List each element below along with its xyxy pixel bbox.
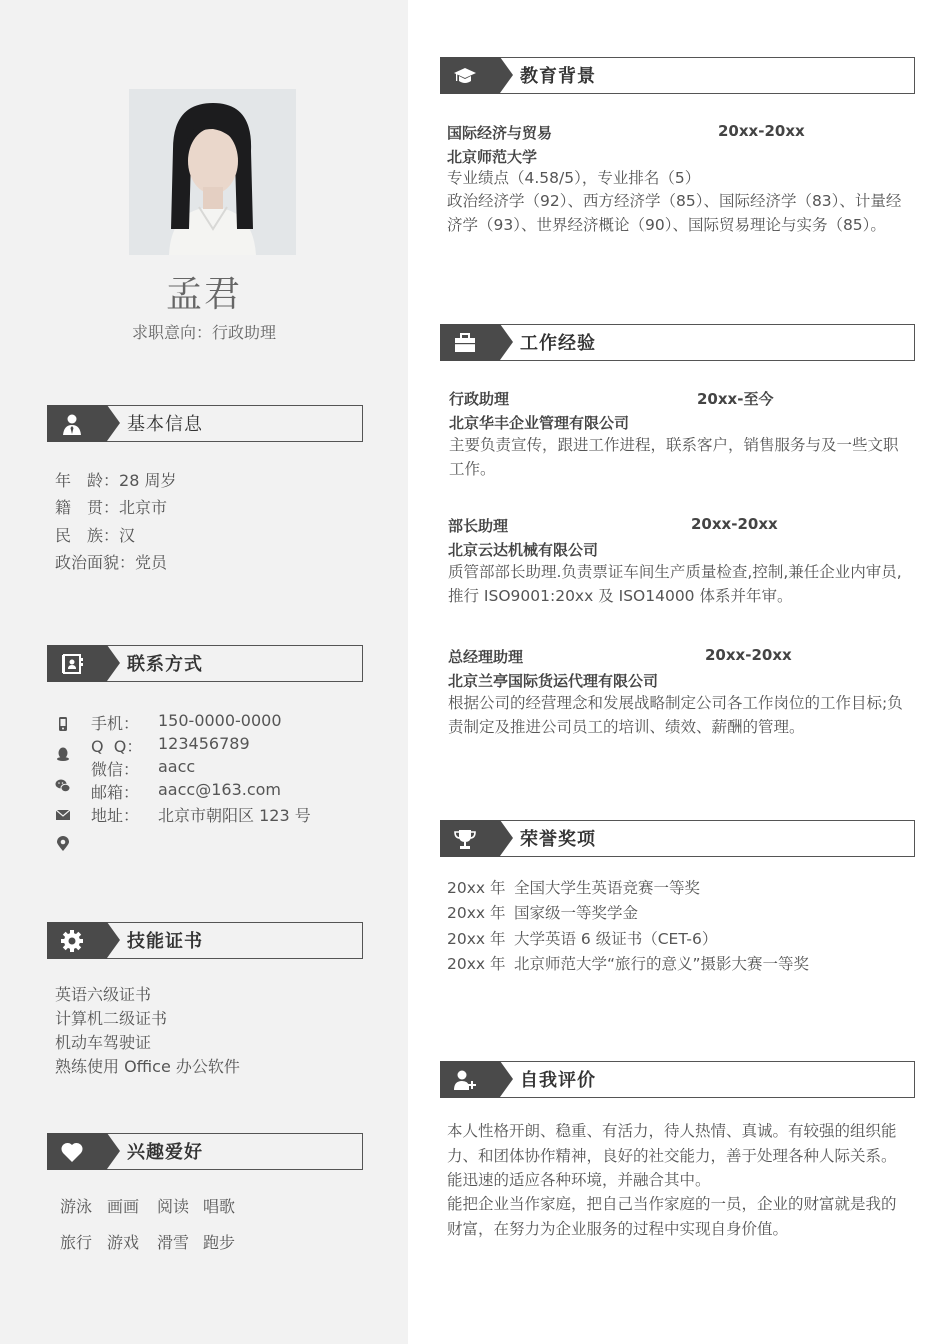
award-text: 北京师范大学“旅行的意义”摄影大赛一等奖 bbox=[514, 955, 810, 973]
work-title: 总经理助理 bbox=[448, 648, 524, 666]
contact-qq-value: 123456789 bbox=[158, 734, 250, 753]
info-value: 党员 bbox=[135, 553, 168, 572]
award-row bbox=[447, 901, 638, 923]
section-tab bbox=[440, 1061, 500, 1098]
basic-age bbox=[55, 468, 176, 491]
contact-wechat-label: 微信： bbox=[91, 760, 140, 779]
award-row bbox=[447, 952, 809, 974]
job-intent bbox=[0, 320, 408, 343]
section-tab bbox=[440, 324, 500, 361]
hobby-item: 唱歌 bbox=[203, 1197, 236, 1216]
award-text: 大学英语 6 级证书（CET-6） bbox=[514, 930, 718, 948]
award-year: 20xx 年 bbox=[447, 879, 506, 897]
contact-address-label: 地址： bbox=[91, 806, 140, 825]
edu-major: 国际经济与贸易 bbox=[447, 124, 553, 142]
section-title: 基本信息 bbox=[127, 414, 203, 435]
section-title: 兴趣爱好 bbox=[127, 1142, 203, 1163]
section-tab bbox=[440, 820, 500, 857]
wechat-icon bbox=[55, 778, 71, 794]
user-icon bbox=[60, 412, 84, 436]
work-desc: 根据公司的经营理念和发展战略制定公司各工作岗位的工作目标;负责制定及推进公司员工的培训、绩效、薪酬的管理。 bbox=[448, 694, 903, 736]
profile-photo bbox=[129, 89, 296, 255]
award-text: 国家级一等奖学金 bbox=[514, 904, 639, 922]
edu-gpa: 专业绩点（4.58/5），专业排名（5） bbox=[447, 169, 701, 187]
work-company: 北京兰亭国际货运代理有限公司 bbox=[448, 672, 659, 690]
contact-qq-label: Q Q： bbox=[91, 737, 143, 756]
contact-email-label: 邮箱： bbox=[91, 783, 140, 802]
hobby-item: 旅行 bbox=[60, 1233, 93, 1252]
section-title: 联系方式 bbox=[127, 654, 203, 675]
trophy-icon bbox=[453, 827, 477, 851]
self-eval-paragraph: 能把企业当作家庭，把自己当作家庭的一员，企业的财富就是我的财富，在努力为企业服务的过程中实现自身价值。 bbox=[447, 1195, 897, 1238]
section-tab bbox=[440, 57, 500, 94]
section-hobbies bbox=[47, 1133, 363, 1170]
basic-political bbox=[55, 550, 167, 573]
award-year: 20xx 年 bbox=[447, 955, 506, 973]
section-basic-info bbox=[47, 405, 363, 442]
award-year: 20xx 年 bbox=[447, 930, 506, 948]
work-company: 北京云达机械有限公司 bbox=[448, 541, 599, 559]
info-value: 汉 bbox=[119, 526, 136, 545]
contact-email-value[interactable]: aacc@163.com bbox=[158, 780, 281, 799]
hobby-item: 跑步 bbox=[203, 1233, 236, 1252]
hobby-item: 游泳 bbox=[60, 1197, 93, 1216]
info-value: 北京市 bbox=[119, 498, 168, 517]
contact-book-icon bbox=[60, 652, 84, 676]
section-skills bbox=[47, 922, 363, 959]
briefcase-icon bbox=[453, 331, 477, 355]
gear-icon bbox=[60, 929, 84, 953]
work-period: 20xx-至今 bbox=[697, 390, 774, 408]
contact-phone-value: 150-0000-0000 bbox=[158, 711, 282, 730]
hobby-item: 画画 bbox=[107, 1197, 140, 1216]
award-row bbox=[447, 927, 717, 949]
work-desc: 质管部部长助理.负责票证车间生产质量检查,控制,兼任企业内审员,推行 ISO9001:20xx 及 ISO14000 体系并年审。 bbox=[448, 563, 902, 605]
info-value: 28 周岁 bbox=[119, 471, 177, 490]
basic-origin bbox=[55, 495, 167, 518]
section-tab bbox=[47, 645, 107, 682]
phone-icon bbox=[55, 716, 71, 732]
edu-courses: 政治经济学（92）、西方经济学（85）、国际经济学（83）、计量经济学（93）、世界经济概论（90）、国际贸易理论与实务（85）。 bbox=[447, 192, 902, 234]
info-label: 籍 贯： bbox=[55, 498, 120, 517]
section-tab bbox=[47, 1133, 107, 1170]
job-intent-label: 求职意向： bbox=[131, 323, 212, 342]
work-company: 北京华丰企业管理有限公司 bbox=[449, 414, 630, 432]
section-education bbox=[440, 57, 915, 94]
work-title: 行政助理 bbox=[449, 390, 510, 408]
award-row bbox=[447, 876, 700, 898]
info-label: 民 族： bbox=[55, 526, 120, 545]
section-title: 自我评价 bbox=[520, 1070, 596, 1091]
section-awards bbox=[440, 820, 915, 857]
work-period: 20xx-20xx bbox=[705, 646, 792, 664]
contact-address-value: 北京市朝阳区 123 号 bbox=[158, 806, 311, 825]
work-desc: 主要负责宣传，跟进工作进程，联系客户，销售服务与及一些文职工作。 bbox=[449, 436, 899, 478]
contact-wechat-value: aacc bbox=[158, 757, 196, 776]
section-title: 教育背景 bbox=[520, 66, 596, 87]
work-title: 部长助理 bbox=[448, 517, 509, 535]
qq-icon bbox=[55, 746, 71, 762]
section-contact bbox=[47, 645, 363, 682]
section-self-eval bbox=[440, 1061, 915, 1098]
job-intent-value: 行政助理 bbox=[212, 323, 277, 342]
hobby-item: 阅读 bbox=[157, 1197, 190, 1216]
mail-icon bbox=[55, 807, 71, 823]
work-period: 20xx-20xx bbox=[691, 515, 778, 533]
heart-icon bbox=[60, 1140, 84, 1164]
edu-period: 20xx-20xx bbox=[718, 122, 805, 140]
award-text: 全国大学生英语竞赛一等奖 bbox=[514, 879, 701, 897]
hobby-item: 滑雪 bbox=[157, 1233, 190, 1252]
candidate-name: 孟君 bbox=[165, 274, 242, 315]
section-tab bbox=[47, 922, 107, 959]
hobby-item: 游戏 bbox=[107, 1233, 140, 1252]
section-work bbox=[440, 324, 915, 361]
info-label: 年 龄： bbox=[55, 471, 120, 490]
skill-item: 机动车驾驶证 bbox=[55, 1033, 152, 1052]
graduation-cap-icon bbox=[453, 64, 477, 88]
section-title: 技能证书 bbox=[127, 931, 203, 952]
section-title: 工作经验 bbox=[520, 333, 596, 354]
location-icon bbox=[55, 836, 71, 852]
contact-phone-label: 手机： bbox=[91, 714, 140, 733]
skill-item: 英语六级证书 bbox=[55, 985, 152, 1004]
edu-school: 北京师范大学 bbox=[447, 148, 538, 166]
info-label: 政治面貌： bbox=[55, 553, 136, 572]
add-user-icon bbox=[453, 1068, 477, 1092]
award-year: 20xx 年 bbox=[447, 904, 506, 922]
self-eval-paragraph: 本人性格开朗、稳重、有活力，待人热情、真诚。有较强的组织能力、和团体协作精神，良好的社交能力，善于处理各种人际关系。能迅速的适应各种环境，并融合其中。 bbox=[447, 1122, 897, 1189]
section-tab bbox=[47, 405, 107, 442]
skill-item: 熟练使用 Office 办公软件 bbox=[55, 1057, 240, 1076]
basic-ethnicity bbox=[55, 523, 135, 546]
section-title: 荣誉奖项 bbox=[520, 829, 596, 850]
skill-item: 计算机二级证书 bbox=[55, 1009, 168, 1028]
